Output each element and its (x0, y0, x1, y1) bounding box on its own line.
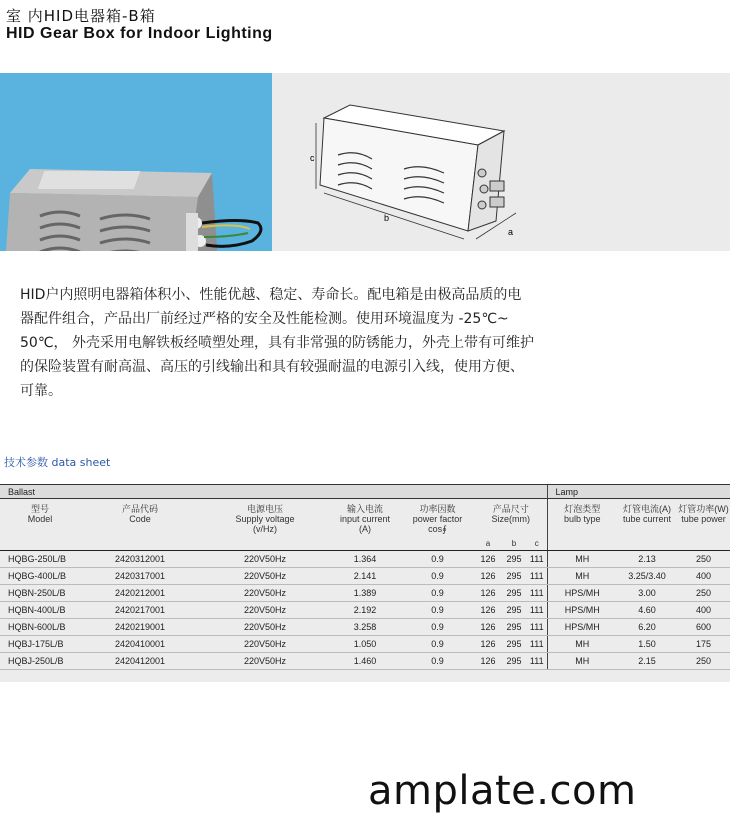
group-ballast: Ballast (0, 485, 547, 499)
cell-c: 111 (527, 636, 547, 653)
cell-tube-power: 600 (677, 619, 730, 636)
table-row (0, 602, 730, 619)
product-photo (0, 73, 272, 251)
footer-brand: amplate.com (368, 768, 637, 814)
cell-current: 2.192 (330, 602, 400, 619)
cell-tube-current: 3.00 (617, 585, 677, 602)
cell-current: 1.389 (330, 585, 400, 602)
cell-b: 295 (501, 636, 527, 653)
cell-a: 126 (475, 619, 501, 636)
cell-tube-current: 6.20 (617, 619, 677, 636)
cell-voltage: 220V50Hz (200, 568, 330, 585)
cell-b: 295 (501, 568, 527, 585)
cell-pf: 0.9 (400, 585, 475, 602)
cell-b: 295 (501, 653, 527, 670)
dim-label-c: c (310, 153, 315, 163)
cell-bulb: HPS/MH (547, 585, 617, 602)
cell-tube-current: 1.50 (617, 636, 677, 653)
cell-model: HQBN-250L/B (0, 585, 80, 602)
cell-code: 2420312001 (80, 551, 200, 568)
cell-pf: 0.9 (400, 636, 475, 653)
header-tube-current: 灯管电流(A) tube current (623, 504, 672, 524)
cell-tube-power: 250 (677, 653, 730, 670)
cell-model: HQBJ-175L/B (0, 636, 80, 653)
cell-a: 126 (475, 653, 501, 670)
cell-c: 111 (527, 619, 547, 636)
cell-model: HQBG-250L/B (0, 551, 80, 568)
cell-model: HQBG-400L/B (0, 568, 80, 585)
cell-bulb: MH (547, 551, 617, 568)
cell-pf: 0.9 (400, 653, 475, 670)
cell-b: 295 (501, 551, 527, 568)
group-lamp: Lamp (547, 485, 730, 499)
table-row (0, 568, 730, 585)
cell-tube-power: 400 (677, 568, 730, 585)
data-sheet-heading: 技术参数 data sheet (4, 456, 111, 469)
cell-pf: 0.9 (400, 602, 475, 619)
cell-a: 126 (475, 602, 501, 619)
cell-tube-power: 250 (677, 551, 730, 568)
dim-label-a: a (508, 227, 514, 237)
cell-current: 2.141 (330, 568, 400, 585)
gear-box-photo (0, 73, 272, 251)
size-sub-c: c (527, 534, 547, 551)
table-group-row (0, 485, 730, 499)
cell-a: 126 (475, 636, 501, 653)
header-code: 产品代码 Code (121, 504, 158, 524)
cell-tube-power: 400 (677, 602, 730, 619)
cell-tube-power: 250 (677, 585, 730, 602)
cell-voltage: 220V50Hz (200, 636, 330, 653)
cell-code: 2420217001 (80, 602, 200, 619)
cell-a: 126 (475, 585, 501, 602)
header-pf: 功率因数 power factor cos∮ (412, 504, 463, 534)
cell-voltage: 220V50Hz (200, 585, 330, 602)
description-line: HID户内照明电器箱体积小、性能优越、稳定、寿命长。配电箱是由极高品质的电 (20, 287, 522, 303)
size-sub-a: a (475, 534, 501, 551)
cell-c: 111 (527, 551, 547, 568)
cell-voltage: 220V50Hz (200, 602, 330, 619)
table-header-row (0, 499, 730, 535)
cell-current: 1.050 (330, 636, 400, 653)
data-sheet-table (0, 484, 730, 682)
cell-a: 126 (475, 568, 501, 585)
cell-current: 3.258 (330, 619, 400, 636)
cell-tube-current: 4.60 (617, 602, 677, 619)
cell-bulb: HPS/MH (547, 602, 617, 619)
cell-voltage: 220V50Hz (200, 619, 330, 636)
cell-c: 111 (527, 653, 547, 670)
header-voltage: 电源电压 Supply voltage (v/Hz) (235, 504, 295, 534)
dimension-drawing (272, 73, 730, 251)
page-title-en: HID Gear Box for Indoor Lighting (6, 25, 273, 42)
page-title-cn: 室 内HID电器箱-B箱 (6, 7, 156, 25)
header-tube-power: 灯管功率(W) tube power (678, 504, 729, 524)
cell-tube-current: 3.25/3.40 (617, 568, 677, 585)
cell-bulb: MH (547, 636, 617, 653)
cell-code: 2420212001 (80, 585, 200, 602)
table-row (0, 653, 730, 670)
description-line: 器配件组合，产品出厂前经过严格的安全及性能检测。使用环境温度为 -25℃~ (20, 311, 509, 327)
cell-tube-current: 2.15 (617, 653, 677, 670)
cell-bulb: HPS/MH (547, 619, 617, 636)
cell-b: 295 (501, 585, 527, 602)
cell-current: 1.364 (330, 551, 400, 568)
cell-c: 111 (527, 602, 547, 619)
cell-pf: 0.9 (400, 568, 475, 585)
cell-b: 295 (501, 602, 527, 619)
table-row (0, 636, 730, 653)
terminal-block (186, 213, 198, 251)
cell-a: 126 (475, 551, 501, 568)
cell-b: 295 (501, 619, 527, 636)
cell-bulb: MH (547, 568, 617, 585)
header-current: 输入电流 input current (A) (339, 504, 391, 534)
description-line: 可靠。 (20, 383, 62, 399)
table-subheader-row (0, 534, 730, 551)
cell-pf: 0.9 (400, 619, 475, 636)
product-description (20, 283, 540, 403)
cell-model: HQBN-600L/B (0, 619, 80, 636)
cell-c: 111 (527, 568, 547, 585)
box-label (38, 171, 141, 189)
dim-label-b: b (384, 213, 390, 223)
cell-code: 2420410001 (80, 636, 200, 653)
table-row (0, 619, 730, 636)
cell-tube-power: 175 (677, 636, 730, 653)
table-row (0, 551, 730, 568)
header-size: 产品尺寸 Size(mm) (491, 504, 530, 524)
cell-code: 2420219001 (80, 619, 200, 636)
cell-model: HQBN-400L/B (0, 602, 80, 619)
cell-bulb: MH (547, 653, 617, 670)
cell-code: 2420412001 (80, 653, 200, 670)
size-sub-b: b (501, 534, 527, 551)
cell-tube-current: 2.13 (617, 551, 677, 568)
cell-voltage: 220V50Hz (200, 653, 330, 670)
cell-c: 111 (527, 585, 547, 602)
description-line: 的保险装置有耐高温、高压的引线输出和具有较强耐温的电源引入线，使用方便、 (20, 359, 524, 375)
cell-model: HQBJ-250L/B (0, 653, 80, 670)
header-bulb: 灯泡类型 bulb type (547, 499, 617, 535)
cell-current: 1.460 (330, 653, 400, 670)
cell-code: 2420317001 (80, 568, 200, 585)
table-row (0, 585, 730, 602)
description-line: 50℃， 外壳采用电解铁板经喷塑处理，具有非常强的防锈能力，外壳上带有可维护 (20, 335, 534, 351)
gear-box-drawing (272, 73, 730, 251)
cell-voltage: 220V50Hz (200, 551, 330, 568)
header-model: 型号 Model (27, 504, 53, 524)
cell-pf: 0.9 (400, 551, 475, 568)
